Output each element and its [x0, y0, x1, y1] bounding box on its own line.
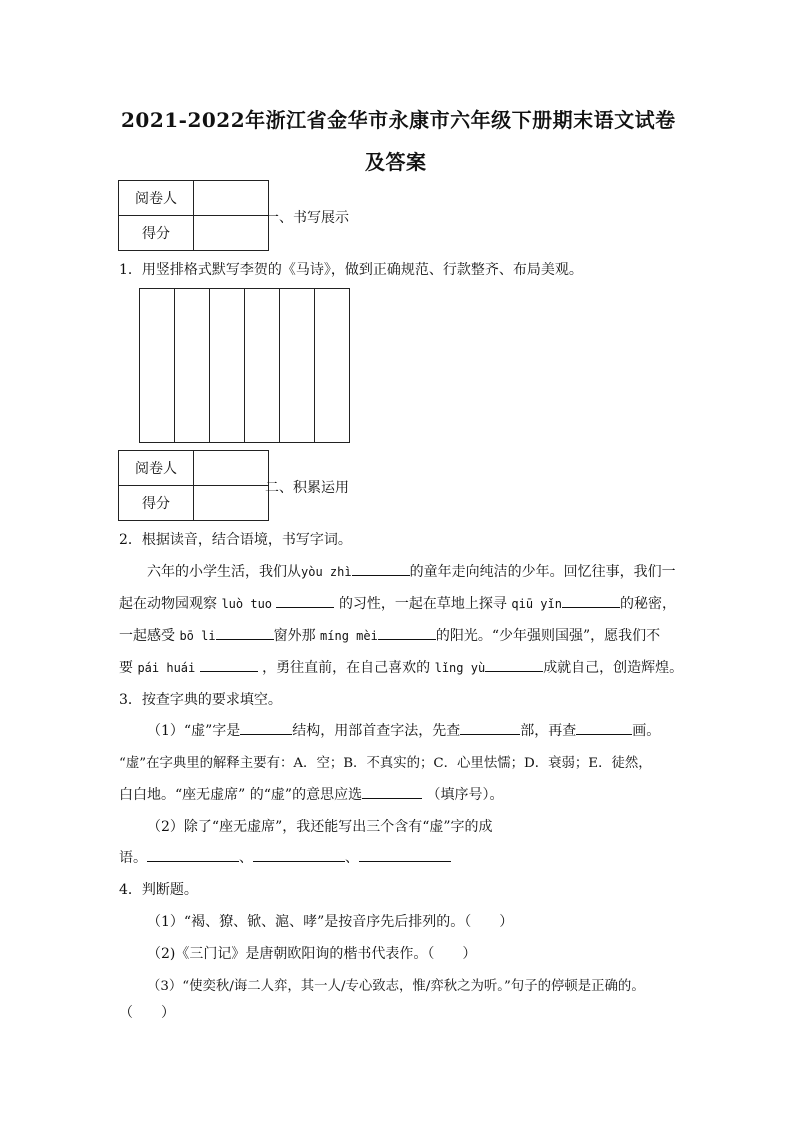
text: 窗外那	[273, 628, 316, 644]
q3-p5	[119, 847, 451, 867]
q2-stem: 2．根据读音，结合语境，书写字词。	[119, 532, 352, 548]
text: 的阳光。“少年强则国强”，愿我们不	[435, 628, 661, 644]
grid-column[interactable]	[315, 289, 349, 442]
text: 要	[119, 660, 133, 676]
answer-blank[interactable]	[359, 847, 451, 862]
answer-blank[interactable]	[352, 561, 410, 576]
text: 起在动物园观察	[119, 596, 217, 612]
text: 语。	[119, 850, 147, 866]
answer-blank[interactable]	[562, 593, 620, 608]
answer-blank[interactable]	[253, 847, 345, 862]
score-cell[interactable]	[194, 216, 269, 251]
reviewer-cell[interactable]	[194, 451, 269, 486]
text: ，勇往直前，在自己喜欢的	[262, 660, 431, 676]
q3-stem: 3．按查字典的要求填空。	[119, 692, 282, 708]
separator: 、	[239, 850, 253, 866]
answer-blank[interactable]	[240, 720, 292, 735]
score-table-2	[118, 450, 269, 521]
grid-column[interactable]	[210, 289, 245, 442]
text: （1）“虚”字是	[147, 723, 241, 739]
answer-blank[interactable]	[147, 847, 239, 862]
section2-label: 二、积累运用	[265, 480, 349, 496]
writing-grid[interactable]	[139, 288, 350, 443]
q4-s3-bracket: （ ）	[119, 1005, 175, 1021]
pinyin: yòu zhì	[301, 565, 352, 579]
q1-text: 1．用竖排格式默写李贺的《马诗》，做到正确规范、行款整齐、布局美观。	[119, 262, 583, 278]
answer-blank[interactable]	[216, 625, 274, 640]
text: 的秘密，	[619, 596, 676, 612]
answer-blank[interactable]	[576, 720, 632, 735]
text: 的童年走向纯洁的少年。回忆往事，我们一	[409, 564, 676, 580]
q2-line3	[119, 625, 660, 645]
reviewer-label: 阅卷人	[119, 181, 194, 216]
reviewer-label: 阅卷人	[119, 451, 194, 486]
pinyin: pái huái	[137, 661, 196, 675]
title-line2: 及答案	[365, 150, 427, 174]
pinyin: lǐng yù	[434, 661, 486, 675]
pinyin: bō li	[179, 629, 216, 643]
q4-s2: （2)《三门记》是唐朝欧阳询的楷书代表作。（ ）	[147, 946, 477, 962]
q2-line4	[119, 657, 683, 677]
text: 的习性，一起在草地上探寻	[338, 596, 507, 612]
answer-blank[interactable]	[362, 784, 422, 799]
q2-line2	[119, 593, 676, 613]
answer-blank[interactable]	[460, 720, 520, 735]
score-cell[interactable]	[194, 486, 269, 521]
text: 一起感受	[119, 628, 175, 644]
title-line1: 2021-2022年浙江省金华市永康市六年级下册期末语文试卷	[121, 108, 676, 132]
q4-stem: 4．判断题。	[119, 882, 198, 898]
answer-blank[interactable]	[200, 657, 258, 672]
score-label: 得分	[119, 486, 194, 521]
text: （填序号）。	[426, 787, 504, 803]
answer-blank[interactable]	[485, 657, 543, 672]
grid-column[interactable]	[280, 289, 315, 442]
q2-line1	[147, 561, 676, 581]
reviewer-cell[interactable]	[194, 181, 269, 216]
grid-column[interactable]	[140, 289, 175, 442]
text: 白白地。“座无虚席” 的“虚”的意思应选	[119, 787, 363, 803]
grid-column[interactable]	[245, 289, 280, 442]
q4-s3: （3）“使奕秋/诲二人弈，其一人/专心致志，惟/弈秋之为听。”句子的停顿是正确的。	[147, 979, 645, 994]
text: 成就自己，创造辉煌。	[543, 660, 684, 676]
q3-p1	[147, 720, 660, 740]
separator: 、	[345, 850, 359, 866]
text: 六年的小学生活，我们从	[147, 564, 301, 580]
pinyin: qiū yǐn	[511, 597, 562, 611]
score-label: 得分	[119, 216, 194, 251]
section1-label: 一、书写展示	[265, 210, 349, 226]
pinyin: luò tuo	[221, 597, 273, 611]
grid-column[interactable]	[175, 289, 210, 442]
text: 画。	[632, 723, 661, 739]
q3-p3	[119, 784, 504, 804]
pinyin: míng mèi	[320, 629, 378, 643]
text: 结构，用部首查字法，先查	[292, 723, 461, 739]
q4-s1: （1）“褐、獠、锨、滬、哮”是按音序先后排列的。（ ）	[147, 914, 514, 930]
q3-p2: “虚”在字典里的解释主要有：A．空；B．不真实的；C．心里怯懦；D．衰弱；E．徒然，	[119, 756, 652, 771]
text: 部，再查	[520, 723, 577, 739]
q3-p4: （2）除了“座无虚席”，我还能写出三个含有“虚”字的成	[147, 819, 493, 835]
answer-blank[interactable]	[276, 593, 334, 608]
answer-blank[interactable]	[378, 625, 436, 640]
score-table-1	[118, 180, 269, 251]
